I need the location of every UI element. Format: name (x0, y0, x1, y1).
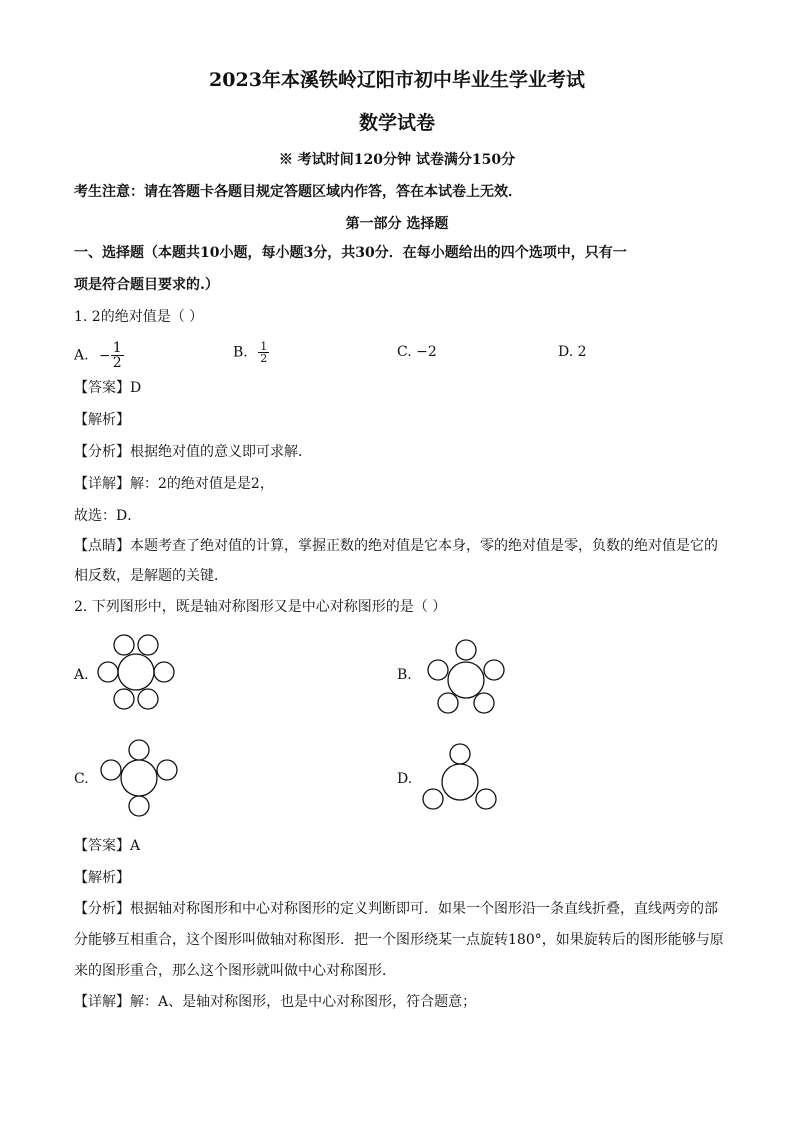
q2-figure-b (422, 636, 512, 718)
q1-option-a-fraction (111, 341, 124, 370)
q1-choice: 故选：D． (74, 508, 142, 524)
exam-notice: 考生注意：请在答题卡各题目规定答题区域内作答，答在本试卷上无效． (74, 184, 522, 200)
q1-option-b (233, 341, 269, 364)
q2-detail: 【详解】解：A、是轴对称图形，也是中心对称图形，符合题意； (74, 994, 477, 1010)
q1-option-a-label: A. (74, 347, 89, 364)
q2-option-a-label: A. (74, 667, 89, 683)
figure-c-outer-circle (157, 760, 177, 780)
q1-option-a (74, 341, 124, 370)
q1-analysis: 【分析】根据绝对值的意义即可求解． (74, 444, 312, 460)
figure-b-center-circle (448, 662, 484, 698)
q1-option-b-denominator: 2 (260, 352, 268, 365)
figure-c-outer-circle (129, 740, 149, 760)
q1-option-a-numerator: 1 (112, 340, 122, 356)
figure-b-outer-circle (456, 640, 476, 660)
figure-a-outer-circle (154, 662, 174, 682)
q1-option-b-numerator: 1 (260, 340, 268, 353)
figure-c-center-circle (121, 760, 157, 796)
figure-b-outer-circle (438, 693, 458, 713)
section-instructions-line2: 项是符合题目要求的.） (74, 277, 219, 293)
figure-c-outer-circle (129, 796, 149, 816)
figure-b-outer-circle (474, 693, 494, 713)
figure-d-outer-circle (450, 744, 470, 764)
figure-a-outer-circle (114, 635, 134, 655)
q1-option-b-fraction (258, 341, 269, 364)
figure-d-outer-circle (476, 789, 496, 809)
figure-a-outer-circle (138, 635, 158, 655)
q1-option-b-label: B. (233, 344, 248, 361)
figure-d-center-circle (442, 764, 478, 800)
figure-c-outer-circle (101, 760, 121, 780)
figure-a-center-circle (118, 654, 154, 690)
q2-figure-c (95, 736, 181, 822)
q1-answer: 【答案】D (74, 380, 142, 396)
q1-option-c: C. −2 (397, 344, 437, 360)
q2-stem: 2. 下列图形中，既是轴对称图形又是中心对称图形的是（ ） (74, 599, 447, 615)
q1-option-d: D. 2 (558, 344, 587, 360)
q1-stem: 1. 2的绝对值是（ ） (74, 309, 204, 325)
q2-analysis-line1: 【分析】根据轴对称图形和中心对称图形的定义判断即可．如果一个图形沿一条直线折叠，直线两旁的部 (74, 901, 718, 917)
figure-a-outer-circle (138, 689, 158, 709)
q2-figure-d (418, 742, 504, 814)
q2-option-d-label: D. (397, 771, 413, 787)
exam-info: ※ 考试时间120分钟 试卷满分150分 (278, 152, 516, 168)
q1-comment-line2: 相反数，是解题的关键． (74, 568, 228, 584)
q2-analysis-header: 【解析】 (74, 870, 130, 886)
q2-option-c-label: C. (74, 771, 89, 787)
part-heading: 第一部分 选择题 (345, 216, 449, 232)
q2-answer: 【答案】A (74, 838, 141, 854)
q2-analysis-line2: 分能够互相重合，这个图形叫做轴对称图形．把一个图形绕某一点旋转180°，如果旋转后的图形能够与原 (74, 932, 724, 948)
figure-d-outer-circle (423, 789, 443, 809)
q2-analysis-line3: 来的图形重合，那么这个图形就叫做中心对称图形． (74, 963, 396, 979)
section-instructions-line1: 一、选择题（本题共10小题，每小题3分，共30分．在每小题给出的四个选项中，只有一 (74, 245, 627, 261)
q2-figure-a (92, 630, 182, 714)
q1-option-a-sign: − (99, 347, 111, 364)
exam-title: 2023年本溪铁岭辽阳市初中毕业生学业考试 (209, 69, 585, 91)
exam-subtitle: 数学试卷 (358, 112, 435, 134)
figure-a-outer-circle (98, 662, 118, 682)
figure-b-outer-circle (428, 660, 448, 680)
q1-option-a-denominator: 2 (112, 355, 122, 371)
q1-analysis-header: 【解析】 (74, 412, 130, 428)
q1-comment-line1: 【点睛】本题考查了绝对值的计算，掌握正数的绝对值是它本身，零的绝对值是零，负数的绝对值是它的 (74, 538, 718, 554)
figure-a-outer-circle (114, 689, 134, 709)
q1-detail: 【详解】解：2的绝对值是是2， (74, 476, 274, 492)
figure-b-outer-circle (484, 660, 504, 680)
q2-option-b-label: B. (397, 667, 412, 683)
